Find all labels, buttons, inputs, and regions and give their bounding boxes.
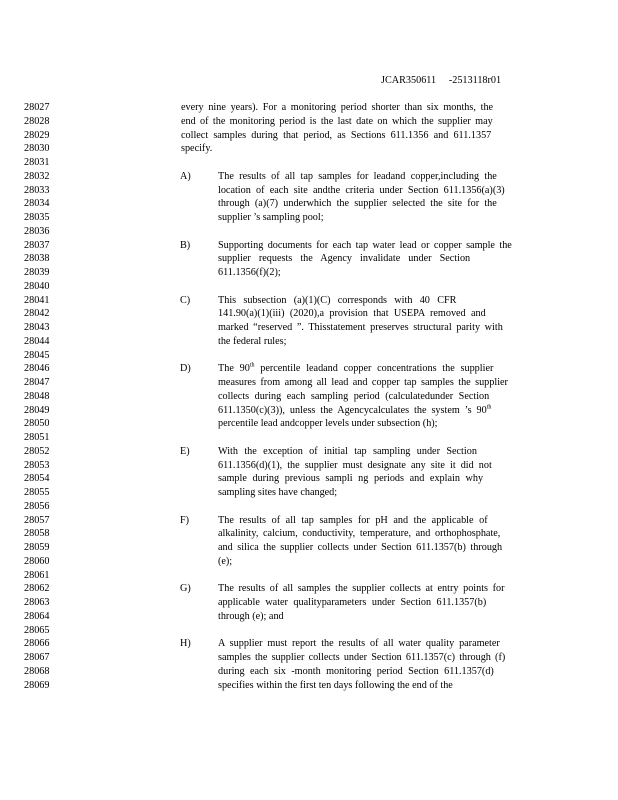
line-number: 28046 — [24, 363, 50, 375]
item-line: supplier requests the Agency invalidate under Section — [218, 253, 471, 265]
line-number: 28036 — [24, 225, 50, 237]
item-line: With the exception of initial tap sampling under Section — [218, 445, 477, 457]
line-number: 28029 — [24, 129, 50, 141]
item-letter: C) — [180, 294, 191, 306]
line-number: 28060 — [24, 555, 50, 567]
item-line: 141.90(a)(1)(iii) (2020),a provision that USEPA removed and — [218, 308, 486, 320]
line-number: 28052 — [24, 445, 50, 457]
line-number: 28047 — [24, 377, 50, 388]
item-line: (e); — [218, 555, 233, 567]
line-number: 28054 — [24, 473, 50, 485]
line-number: 28068 — [24, 665, 50, 677]
line-number: 28033 — [24, 184, 50, 196]
line-number: 28058 — [24, 528, 50, 540]
item-letter: D) — [180, 363, 191, 375]
document-header-id: JCAR350611 -2513118r01 — [381, 75, 502, 86]
item-line: The results of all tap samples for pH and the applicable of — [218, 514, 488, 526]
item-line: 611.1356(f)(2); — [218, 267, 281, 278]
item-line: sampling sites have changed; — [218, 487, 338, 498]
item-line: location of each site andthe criteria under Section 611.1356(a)(3) — [218, 184, 505, 196]
item-line: specifies within the first ten days following the end of the — [218, 679, 453, 691]
item-letter: H) — [180, 638, 191, 650]
line-number: 28049 — [24, 404, 50, 416]
item-line: collects during each sampling period (calculatedunder Section — [218, 390, 490, 402]
line-number: 28062 — [24, 583, 50, 595]
item-line: applicable water qualityparameters under Section 611.1357(b) — [218, 597, 487, 608]
line-number: 28041 — [24, 294, 50, 306]
item-letter: A) — [180, 170, 191, 182]
line-number: 28055 — [24, 487, 50, 498]
line-number: 28035 — [24, 212, 50, 223]
item-line: supplier ’s sampling pool; — [218, 212, 324, 223]
line-number: 28064 — [24, 610, 50, 622]
line-number: 28057 — [24, 514, 50, 526]
line-number: 28051 — [24, 432, 50, 443]
item-letter: E) — [180, 445, 190, 457]
intro-line: end of the monitoring period is the last date on which the supplier may — [181, 115, 493, 127]
line-number: 28040 — [24, 280, 50, 292]
item-letter: B) — [180, 239, 191, 251]
line-number: 28063 — [24, 597, 50, 608]
item-line: 611.1350(c)(3)), unless the Agencycalculates the system ’s 90th — [218, 404, 492, 416]
line-number: 28038 — [24, 253, 50, 265]
line-number: 28027 — [24, 102, 50, 113]
item-line: through (e); and — [218, 610, 284, 622]
line-number: 28037 — [24, 239, 50, 251]
item-letter: F) — [180, 514, 190, 526]
item-line: This subsection (a)(1)(C) corresponds with 40 CFR — [218, 294, 457, 306]
item-line: percentile lead andcopper levels under subsection (h); — [218, 418, 438, 430]
line-number: 28056 — [24, 500, 50, 512]
item-line: alkalinity, calcium, conductivity, temperature, and orthophosphate, — [218, 528, 501, 540]
item-line: through (a)(7) underwhich the supplier selected the site for the — [218, 198, 497, 210]
item-line: Supporting documents for each tap water lead or copper sample the — [218, 239, 512, 251]
line-number: 28061 — [24, 569, 50, 581]
item-line: samples the supplier collects under Section 611.1357(c) through (f) — [218, 652, 506, 663]
item-line: 611.1356(d)(1), the supplier must designate any site it did not — [218, 459, 492, 471]
item-line: measures from among all lead and copper tap samples the supplier — [218, 377, 508, 388]
line-number: 28050 — [24, 418, 50, 430]
intro-line: every nine years). For a monitoring period shorter than six months, the — [181, 102, 494, 113]
line-number: 28069 — [24, 679, 50, 691]
line-number: 28059 — [24, 542, 50, 553]
item-line: The results of all tap samples for leadand copper,including the — [218, 170, 497, 182]
line-number: 28053 — [24, 459, 50, 471]
item-line: A supplier must report the results of all water quality parameter — [218, 638, 500, 650]
line-number: 28030 — [24, 143, 50, 155]
item-line: The 90th percentile leadand copper concentrations the supplier — [218, 362, 494, 375]
line-number: 28048 — [24, 390, 50, 402]
line-number: 28067 — [24, 652, 50, 663]
item-line: and silica the supplier collects under Section 611.1357(b) through — [218, 542, 503, 553]
line-number: 28031 — [24, 157, 50, 168]
line-number: 28034 — [24, 198, 50, 210]
item-letter: G) — [180, 583, 191, 595]
line-number: 28039 — [24, 267, 50, 278]
line-number: 28065 — [24, 624, 50, 636]
line-number: 28028 — [24, 115, 50, 127]
line-number: 28043 — [24, 322, 50, 333]
item-line: sample during previous sampli ng periods and explain why — [218, 473, 484, 485]
item-line: The results of all samples the supplier collects at entry points for — [218, 583, 505, 595]
line-number: 28044 — [24, 335, 50, 347]
line-number: 28032 — [24, 170, 50, 182]
intro-line: collect samples during that period, as Sections 611.1356 and 611.1357 — [181, 129, 492, 141]
intro-line: specify. — [181, 143, 213, 155]
line-number: 28045 — [24, 349, 50, 361]
item-line: marked “reserved ”. Thisstatement preserves structural parity with — [218, 322, 503, 333]
line-number: 28066 — [24, 638, 50, 650]
line-number: 28042 — [24, 308, 50, 320]
item-line: during each six -month monitoring period Section 611.1357(d) — [218, 665, 494, 677]
item-line: the federal rules; — [218, 335, 287, 347]
